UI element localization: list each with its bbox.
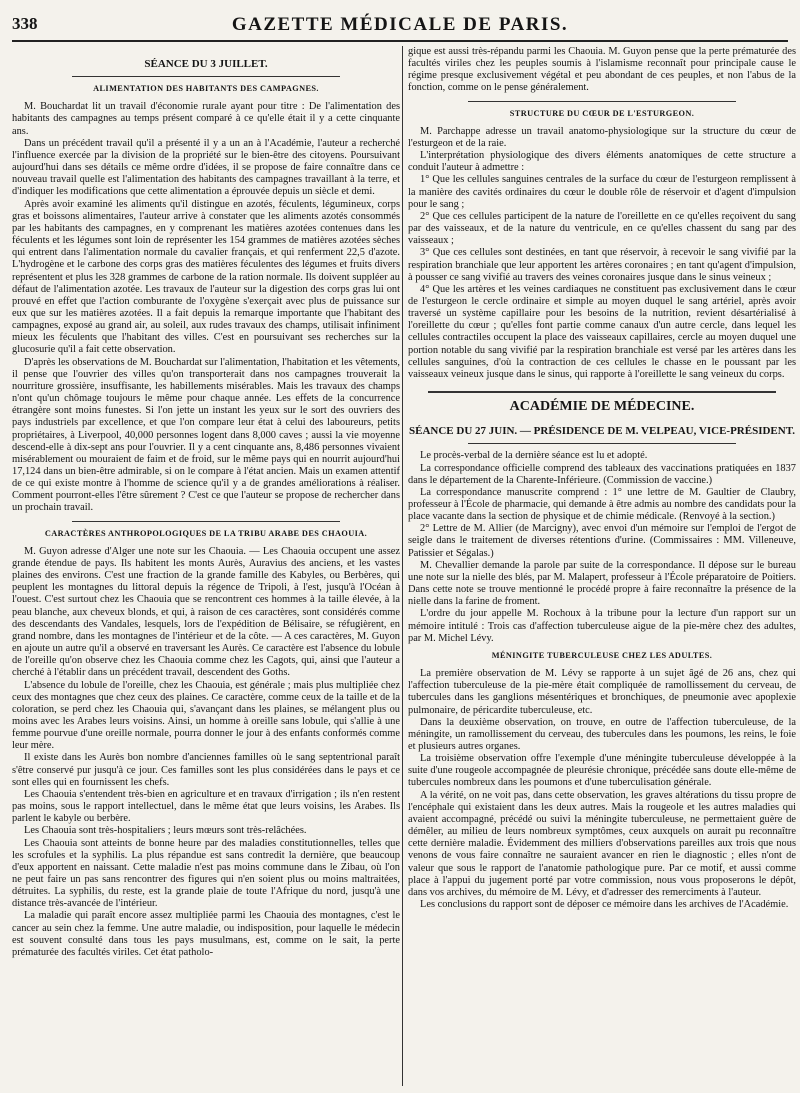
paragraph: M. Bouchardat lit un travail d'économie rurale ayant pour titre : De l'alimentation des habitants des campagnes au temps présent comparé à ce qu'elle était il y a cette cinquante ans.	[12, 101, 400, 137]
section-heading-meningite: MÉNINGITE TUBERCULEUSE CHEZ LES ADULTES.	[491, 650, 713, 660]
page-header	[12, 14, 788, 42]
paragraph: gique est aussi très-répandu parmi les Chaouia. M. Guyon pense que la perte prématurée des facultés viriles chez les peuples soumis à l'islamisme reconnaît pour principale cause le régime presque exclusivement végétal et peu abondant de ces peuples, et non l'abus de la fonction, comme on le pense généralement.	[408, 46, 796, 94]
paragraph: La troisième observation offre l'exemple d'une méningite tuberculeuse développée à la suite d'une rougeole accompagnée de pleurésie chronique, précédée sans doute elle-même de tubercules nombreux dans les poumons et d'une tuberculisation générale.	[408, 753, 796, 789]
seance-heading: SÉANCE DU 27 JUIN. — PRÉSIDENCE DE M. VELPEAU, VICE-PRÉSIDENT.	[409, 425, 795, 438]
rule	[468, 443, 736, 444]
paragraph: M. Guyon adresse d'Alger une note sur les Chaouia. — Les Chaouia occupent une assez grande étendue de pays. Ils habitent les monts Aurès, Auravius des anciens, et les vastes plaines des environs. C'est une fraction de la grande famille des Kabyles, ou Berbères, qui peuplent les montagnes du littoral depuis la régence de Tripoli, à l'est, jusqu'à l'Océan à l'ouest. C'est surtout chez les Chaouia que se rencontrent ces hommes à la taille élevée, à la peau blanche, aux cheveux blonds, et qui, à raison de ces caractères, sont considérés comme des descendants des Vandales, lesquels, lors de l'expédition de Bélisaire, se réfugièrent, en grand nombre, dans les montagnes de l'intérieur et de la côte. — A ces caractères, M. Guyon en ajoute un autre qu'il a observé en traversant les Aurès. Ce caractère est l'absence du lobule de l'oreille qu'on observe chez les Chaouia comme chez les Cagots, qui, ainsi que l'auteur a cherché à l'établir dans un précédent travail, descendent des Goths.	[12, 545, 400, 679]
journal-title: GAZETTE MÉDICALE DE PARIS.	[231, 14, 569, 35]
paragraph: Il existe dans les Aurès bon nombre d'anciennes familles où le sang septentrional paraît s'être conservé pur jusqu'à ce jour. Ces familles sont les plus considérées dans le pays et ce sont elles qui en fournissent les chefs.	[12, 752, 400, 788]
paragraph: M. Chevallier demande la parole par suite de la correspondance. Il dépose sur le bureau une note sur la nielle des blés, par M. Malapert, professeur à l'École préparatoire de Poitiers. Dans cette note se trouve mentionné le procédé propre à faire reconnaître la présence de la nielle dans la farine de froment.	[408, 559, 796, 608]
section-heading-alimentation: ALIMENTATION DES HABITANTS DES CAMPAGNES.	[93, 84, 319, 94]
page-number: 338	[12, 14, 38, 33]
paragraph: D'après les observations de M. Bouchardat sur l'alimentation, l'habitation et les vêtements, il pense que l'ouvrier des villes qu'on transporterait dans nos campagnes trouverait la nourriture grossière, insuffisante, les habillements misérables. Mais les travaux des champs n'ont qu'un chômage toujours le même pour chaque année. Les effets de la concurrence étrangère sont moins funestes. Si l'on jette un instant les yeux sur le sort des ouvriers des pays industriels par excellence, et que l'on compare leur état à celui des laboureurs, petits propriétaires, à Liverpool, 40,000 personnes logent dans 8,000 caves ; aussi la vie moyenne descend-elle à dix-sept ans pour l'ouvrier. Il y a cent cinquante ans, 8,486 personnes vivaient misérablement ou mouraient de faim et de froid, sur le même pays qui en nourrit aujourd'hui 17,124 dans un bien-être admirable, si on le compare à l'état ancien. Mais un examen attentif de ce qui existe montre à l'homme de science qu'il y a de grandes améliorations à réaliser. Comment pourront-elles l'être sûrement ? C'est ce que l'auteur se propose de rechercher dans un prochain travail.	[12, 356, 400, 514]
section-heading-chaouia: CARACTÈRES ANTHROPOLOGIQUES DE LA TRIBU ARABE DES CHAOUIA.	[44, 528, 368, 538]
paragraph: 3° Que ces cellules sont destinées, en tant que réservoir, à recevoir le sang vivifié par la respiration branchiale que leur apportent les artères coronaires ; en tant qu'agent d'impulsion, à pousser ce sang vivifié au travers des veines coronaires jusque dans le sinus veineux ;	[408, 247, 796, 283]
section-rule	[428, 391, 776, 393]
seance-heading: SÉANCE DU 3 JUILLET.	[144, 58, 268, 70]
paragraph: La première observation de M. Lévy se rapporte à un sujet âgé de 26 ans, chez qui l'affection tuberculeuse de la pie-mère était compliquée de ramollissement du cerveau, de tubercules dans les ganglions mésentériques et bronchiques, de pneumonie avec apoplexie pulmonaire, de péricardite tuberculeuse, etc.	[408, 668, 796, 716]
paragraph: Dans la deuxième observation, on trouve, en outre de l'affection tuberculeuse, de la méningite, un ramollissement du cerveau, des tubercules dans les poumons, les reins, le foie et plusieurs autres organes.	[408, 716, 796, 752]
section-heading-esturgeon: STRUCTURE DU CŒUR DE L'ESTURGEON.	[509, 108, 695, 118]
paragraph: 2° Lettre de M. Allier (de Marcigny), avec envoi d'un mémoire sur l'emploi de l'ergot de seigle dans le traitement de diverses rétentions d'urine. (Commissaires : MM. Villeneuve, Patissier et Ségalas.)	[408, 523, 796, 559]
paragraph: La correspondance officielle comprend des tableaux des vaccinations pratiquées en 1837 dans le département de la Charente-Inférieure. (Commission de vaccine.)	[408, 462, 796, 486]
paragraph: Dans un précédent travail qu'il a présenté il y a un an à l'Académie, l'auteur a recherché l'influence exercée par la division de la propriété sur le bien-être des citoyens. Poursuivant aujourd'hui dans ses détails ce même ordre d'idées, il se propose de faire connaître dans ce nouveau travail quelle est l'alimentation des habitants des campagnes travaillant à la terre, et d'indiquer les modifications que cette alimentation a éprouvée depuis un siècle et demi.	[12, 137, 400, 198]
rule	[72, 521, 340, 522]
rule	[72, 76, 340, 77]
column-divider	[402, 46, 403, 1086]
paragraph: Les Chaouia s'entendent très-bien en agriculture et en travaux d'irrigation ; ils n'en restent pas moins, sous le rapport intellectuel, dans le même état que leurs voisins, les Arabes. Ils parlent le kabyle ou berbère.	[12, 788, 400, 825]
paragraph: A la vérité, on ne voit pas, dans cette observation, les graves altérations du tissu propre de l'encéphale qui existaient dans les deux autres. Mais la rougeole et les autres maladies qui avaient accompagné, précédé ou suivi la méningite tuberculeuse, ne permettaient guère de démêler, au milieu de leurs nombreux symptômes, ceux auxquels on aurait pu reconnaître cette dernière maladie. Évidemment des milliers d'observations pareilles aux trois que nous venons de vous faire connaître ne sauraient avancer en rien le diagnostic ; elles n'ont de valeur que sous le rapport de l'anatomie pathologique pure. Par ce motif, et aussi comme place à l'appui du jugement porté par votre commission, nous vous proposerons le dépôt, dans vos archives, du mémoire de M. Lévy, et d'adresser des remerciments à l'auteur.	[408, 789, 796, 898]
left-column	[12, 46, 400, 1086]
paragraph: 2° Que ces cellules participent de la nature de l'oreillette en ce qu'elles reçoivent du sang par des vaisseaux, et de la nature du ventricule, en ce qu'elles chassent du sang par des vaisseaux ;	[408, 210, 796, 247]
paragraph: 1° Que les cellules sanguines centrales de la surface du cœur de l'esturgeon remplissent à la manière des cavités ordinaires du cœur le double rôle de réservoir et d'agent d'impulsion pour le sang ;	[408, 174, 796, 210]
paragraph: Les Chaouia sont très-hospitaliers ; leurs mœurs sont très-relâchées.	[24, 825, 307, 837]
academy-heading: ACADÉMIE DE MÉDECINE.	[509, 399, 695, 415]
paragraph: La correspondance manuscrite comprend : 1° une lettre de M. Gaultier de Claubry, professeur à l'École de pharmacie, qui demande à être admis au nombre des candidats pour la place vacante dans la section de physique et de chimie médicale. (Renvoyé à la section.)	[408, 486, 796, 523]
paragraph: Le procès-verbal de la dernière séance est lu et adopté.	[420, 450, 648, 462]
paragraph: L'interprétation physiologique des divers éléments anatomiques de cette structure a conduit l'auteur à admettre :	[408, 150, 796, 174]
rule	[468, 101, 736, 102]
right-column	[408, 46, 796, 1086]
paragraph: Les Chaouia sont atteints de bonne heure par des maladies constitutionnelles, telles que les scrofules et la syphilis. La plus répandue est sans contredit la dernière, que beaucoup d'eux apportent en naissant. Cette maladie n'est pas moins commune dans le Zibau, où l'on ne peut faire un pas sans rencontrer des figures qui n'en soient plus ou moins maltraitées, détruites. La syphilis, du reste, est la grande plaie de toute l'Afrique du nord, jusqu'à une distance très-avancée de l'intérieur.	[12, 837, 400, 910]
paragraph: La maladie qui paraît encore assez multipliée parmi les Chaouia des montagnes, c'est le cancer au sein chez la femme. Une autre maladie, ou indisposition, pour laquelle le médecin est souvent consulté dans tous les pays musulmans, est, comme on le sait, la perte prématurée des facultés viriles. Cet état patholo-	[12, 910, 400, 958]
paragraph: M. Parchappe adresse un travail anatomo-physiologique sur la structure du cœur de l'esturgeon et de la raie.	[408, 125, 796, 149]
paragraph: Les conclusions du rapport sont de déposer ce mémoire dans les archives de l'Académie.	[420, 899, 789, 910]
paragraph: L'absence du lobule de l'oreille, chez les Chaouia, est générale ; mais plus multipliée chez ceux des montagnes que chez ceux des plaines. Ce caractère, comme ceux de la taille et de la coloration, se perd chez les Chaouia qui, s'avançant dans les plaines, se mélangent plus ou moins avec les Arabes leurs voisins. Ainsi, un homme à oreille sans lobule, qui s'allie à une femme pourvue d'une oreille normale, pourra donner le jour à des enfants conformés comme leur mère.	[12, 679, 400, 752]
paragraph: 4° Que les artères et les veines cardiaques ne constituent pas exclusivement dans le cœur de l'esturgeon le cercle ordinaire et simple au moyen duquel le sang artériel, après avoir traversé un système capillaire pour les besoins de la nutrition, revient désartérialisé à l'oreillette du cœur ; qu'elles font partie comme canaux d'un autre cercle, dans lequel les cellules contractiles occupent la place des vaisseaux capillaires, cercle au moyen duquel une portion notable du sang vivifié par la respiration branchiale est versé par les artères dans les cellules sanguines, d'où la contraction de ces cellules le chasse en le poussant par les vaisseaux veineux jusque dans le sinus, qui rapporte à l'oreillette le sang veineux du corps.	[408, 283, 796, 380]
paragraph: L'ordre du jour appelle M. Rochoux à la tribune pour la lecture d'un rapport sur un mémoire intitulé : Trois cas d'affection tuberculeuse aigue de la pie-mère chez des adultes, par M. Michel Lévy.	[408, 608, 796, 644]
paragraph: Après avoir examiné les aliments qu'il distingue en azotés, féculents, légumineux, corps gras et boissons alimentaires, l'auteur arrive à constater que les aliments azotés consommés par les habitants des campagnes, en y comprenant les matières azotées contenues dans les féculents et les légumes sont loin de représenter les 154 grammes de matières azotées sèches qui entrent dans l'alimentation normale du cavalier français, et qui renferment 22,5 d'azote. L'hydrogène et le carbone des corps gras des matières féculentes des légumes et fruits divers représentent et plus les 328 grammes de carbone de la ration normale. Ils doivent suppléer au défaut de l'alimentation azotée. Les travaux de l'auteur sur la digestion des corps gras lui ont prouvé en effet que l'action comburante de l'oxygène s'exerçait avec plus de puissance sur eux que sur les matières azotées. Il a fait depuis la remarque importante que l'habitant des campagnes, exposé au grand air, au soleil, aux rudes travaux des champs, utilisait infiniment mieux les féculents que l'habitant des villes. C'est en poursuivant ses recherches sur la glucosurie qu'il a fait cette observation.	[12, 198, 400, 356]
